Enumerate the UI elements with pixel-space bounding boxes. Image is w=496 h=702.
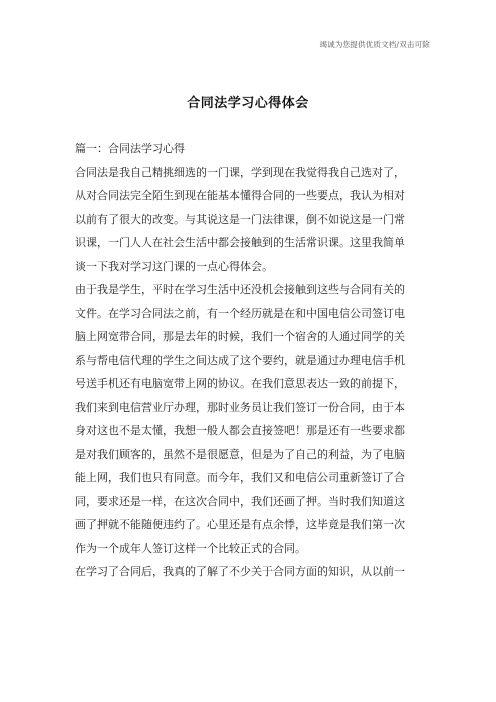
header-note: 竭诚为您提供优质文档/双击可除 [319, 40, 430, 49]
paragraph-line: 号送手机还有电脑宽带上网的协议。在我们意思表达一致的前提下， [75, 377, 405, 390]
document-body [75, 137, 436, 584]
section-heading: 篇一：合同法学习心得 [75, 142, 185, 155]
paragraph-line: 文件。在学习合同法之前，有一个经历就是在和中国电信公司签订电 [75, 306, 405, 320]
document-title: 合同法学习心得体会 [187, 96, 309, 111]
paragraph-line: 脑上网宽带合同，那是去年的时候，我们一个宿舍的人通过同学的关 [75, 330, 405, 343]
paragraph-line: 身对这也不是太懂，我想一般人都会直接签吧！那是还有一些要求都 [75, 424, 405, 437]
paragraph-line: 谈一下我对学习这门课的一点心得体会。 [75, 259, 273, 273]
paragraph-line: 系与帮电信代理的学生之间达成了这个要约，就是通过办理电信手机 [75, 353, 405, 367]
paragraph-line: 画了押就不能随便违约了。心里还是有点余悸，这毕竟是我们第一次 [75, 518, 405, 531]
paragraph-line: 同，要求还是一样，在这次合同中，我们还画了押。当时我们知道这 [75, 494, 405, 508]
paragraph-line: 以前有了很大的改变。与其说这是一门法律课，倒不如说这是一门常 [75, 212, 405, 226]
paragraph-line: 从对合同法完全陌生到现在能基本懂得合同的一些要点，我认为相对 [75, 189, 405, 202]
paragraph-line: 是对我们顾客的，虽然不是很愿意，但是为了自己的利益，为了电脑 [75, 447, 405, 461]
paragraph-line: 识课，一门人人在社会生活中都会接触到的生活常识课。这里我简单 [75, 236, 405, 249]
paragraph [75, 278, 436, 560]
paragraph-line: 在学习了合同后，我真的了解了不少关于合同方面的知识，从以前一 [75, 565, 405, 578]
paragraph-line: 由于我是学生，平时在学习生活中还没机会接触到这些与合同有关的 [75, 283, 405, 296]
paragraph-line: 能上网，我们也只有同意。而今年，我们又和电信公司重新签订了合 [75, 471, 405, 484]
paragraph [75, 560, 436, 584]
paragraph-line: 作为一个成年人签订这样一个比较正式的合同。 [75, 541, 306, 555]
paragraph-line: 合同法是我自己精挑细选的一门课，学到现在我觉得我自己选对了， [75, 165, 405, 179]
paragraph-line: 我们来到电信营业厅办理，那时业务员让我们签订一份合同，由于本 [75, 400, 405, 414]
paragraph [75, 161, 436, 279]
